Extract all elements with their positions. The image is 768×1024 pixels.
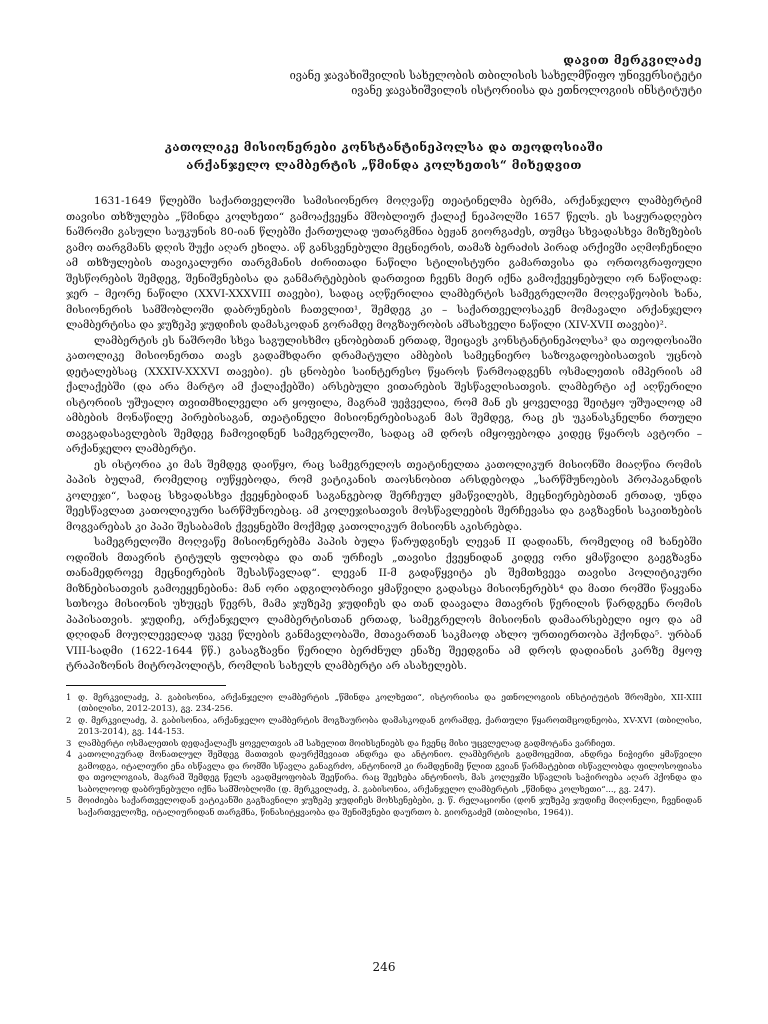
footnote-number: 2 [66, 714, 72, 725]
footnote [66, 795, 702, 818]
footnote-number: 5 [66, 795, 72, 805]
affiliation-university: ივანე ჯავახიშვილის სახელობის თბილისის სახელმწიფო უნივერსიტეტი [289, 69, 702, 82]
footnote-text: კათოლიკურად მონათლულ შემდეგ მათთვის დაურქმევიათ ანდრეა და ანტონიო. ლამბერტის გადმოცემით, ანდრეა ნიჭიერი ყმაწვილი გამოდგა, იტალიური ენა ისწავლა და რომში სწავლა განაგრძო, ანტონიომ კი რამდენიმე წლით გვიან წარმატებით ისწავლობდა ფილოსოფიასა და თეოლოგიას, მაგრამ შემდეგ წელს ავადმყოფობას შეეწირა. რაც შეეხება ანტონიოს, მას კოლეჯში სწავლის საჭიროება აღარ ჰქონდა და საბოლოოდ დაბრუნებული იქნა სამშობლოში (დ. მერკვილაძე, პ. გაბისონია, არქანჯელო ლამბერტის „წმინდა კოლხეთი“..., გვ. 247). [78, 749, 702, 794]
footnote [66, 749, 702, 795]
page-number: 246 [372, 960, 396, 974]
footnote-text: დ. მერკვილაძე, პ. გაბისონია, არქანჯელო ლამბერტის მოგზაურობა დამასკოდან გორამდე, ქართული წყაროთმცოდნეობა, XV-XVI (თბილისი, 2013-2014), გვ. 144-153. [78, 714, 702, 736]
footnote-number: 3 [66, 737, 72, 748]
footnote [66, 692, 702, 715]
author-name: დავით მერკვილაძე [563, 53, 702, 67]
footnote-number: 4 [66, 749, 72, 759]
article-body [66, 194, 702, 675]
footnote-number: 1 [66, 691, 72, 702]
paragraph: ლამბერტის ეს ნაშრომი სხვა საგულისხმო ცნობებთან ერთად, შეიცავს კონსტანტინეპოლსა³ და თეოდოსიაში კათოლიკე მისიონერთა თავს გადამხდარი დრამატული ამბების სამეცნიერო საზოგადოებისათვის უცნობ დეტალებსაც (XXXIV-XXXVI თავები). ეს ცნობები საინტერესო წყაროს წარმოადგენს ოსმალეთის იმპერიის ამ ქალაქებში (და არა მარტო ამ ქალაქებში) არსებული ვითარების შესწავლისათვის. ლამბერტი აქ აღწერილი ისტორიის უშუალო თვითმხილველი არ ყოფილა, მაგრამ უეჭველია, რომ მან ეს ყოველივე შეიტყო უშუალოდ ამ ამბების მონაწილე პირებისაგან, თეატინელი მისიონერებისაგან მას შემდეგ, რაც ეს უკანასკნელნი რთული თავგადასავლების შემდეგ ჩამოვიდნენ სამეგრელოში, სადაც ამ დროს იმყოფებოდა კიდეც წყაროს ავტორი – არქანჯელო ლამბერტი. [66, 334, 702, 455]
footnote-text: დ. მერკვილაძე, პ. გაბისონია, არქანჯელო ლამბერტის „წმინდა კოლხეთი“, ისტორიისა და ეთნოლოგიის ინსტიტუტის შრომები, XII-XIII (თბილისი, 2012-2013), გვ. 234-256. [78, 691, 702, 713]
footnote [66, 715, 702, 738]
footnotes [66, 692, 702, 819]
article-title [66, 138, 702, 174]
paragraph: სამეგრელოში მოღვაწე მისიონერებმა პაპის ბულა წარუდგინეს ლევან II დადიანს, რომელიც იმ ხანებში ოდიშის მთავრის ტიტულს ფლობდა და თან ურჩიეს „თავისი ქვეყნიდან კიდევ ორი ყმაწვილი გაეგზავნა თანამედროვე მეცნიერების შესასწავლად“. ლევან II-მ გადაწყვიტა ეს შემთხვევა თავისი პოლიტიკური მიზნებისათვის გამოეყენებინა: მან ორი ადგილობრივი ყმაწვილი გადასცა მისიონერებს⁴ და მათი რომში წაყვანა სთხოვა მისიონის უხუცეს წევრს, მამა ჯუზეპე ჯუდიჩეს და თან დაავალა მთავრის წერილის წარდგენა რომის პაპისათვის. ჯუდიჩე, არქანჯელო ლამბერტისთან ერთად, სამეგრელოს მისიონის დამაარსებელი იყო და ამ დღიდან მოუღლეველად უკვე წლების განმავლობაში, მთავართან საკმაოდ ახლო ურთიერთობა ჰქონდა⁵. ურბან VIII-სადმი (1622-1644 წწ.) გასაგზავნი წერილი ბერძნულ ენაზე შეედგინა ამ დროს დადიანის კარზე მყოფ ტრაპიზონის მიტროპოლიტს, რომლის სახელს ლამბერტი არ ასახელებს. [66, 536, 702, 672]
footnote-divider [66, 685, 226, 686]
title-line-1: კათოლიკე მისიონერები კონსტანტინეპოლსა და თეოდოსიაში [164, 140, 604, 154]
footnote-text: ლამბერტი ოსმალეთის დედაქალაქს ყოველთვის ამ სახელით მოიხსენიებს და ჩვენც მისი უცვლელად გადმოტანა ვარჩიეთ. [78, 737, 616, 748]
paragraph: ეს ისტორია კი მას შემდეგ დაიწყო, რაც სამეგრელოს თეატინელთა კათოლიკურ მისიონში მიაღწია რომის პაპის ბულამ, რომელიც იუწყებოდა, რომ ვატიკანის თაოსნობით არსდებოდა „სარწმუნოების პროპაგანდის კოლეჯი“, სადაც სხვადასხვა ქვეყნებიდან საგანგებოდ შერჩეულ ყმაწვილებს, მეცნიერებებთან ერთად, უნდა შეესწავლათ კათოლიკური სარწმუნოებაც. ამ კოლეჯისათვის მოსწავლეების შერჩევასა და გაგზავნის საკითხების მოგვარებას კი პაპი შესაბამის ქვეყნებში მოქმედ კათოლიკურ მისიონს აკისრებდა. [66, 458, 702, 533]
title-line-2: არქანჯელო ლამბერტის „წმინდა კოლხეთის“ მიხედვით [186, 158, 582, 172]
affiliation-institute: ივანე ჯავახიშვილის ისტორიისა და ეთნოლოგიის ინსტიტუტი [351, 84, 702, 97]
footnote-text: მოიძიება საქართველოდან ვატიკანში გაგზავნილი ჯუზეპე ჯუდიჩეს მოხსენებები, ე. წ. რელაციონი (დონ ჯუზეპე ჯუდიჩე მიღონელი, ჩვენიდან საქართველოზე, იტალიურიდან თარგმნა, წინასიტყვაობა და შენიშვნები დაურთო ბ. გიორგაძემ (თბილისი, 1964)). [78, 795, 702, 817]
page [66, 40, 702, 818]
footnote [66, 738, 702, 750]
paragraph: 1631-1649 წლებში საქართველოში სამისიონერო მოღვაწე თეატინელმა ბერმა, არქანჯელო ლამბერტიმ თავისი თხზულება „წმინდა კოლხეთი“ გამოაქვეყნა მშობლიურ ქალაქ ნეაპოლში 1657 წელს. ეს საყურადღებო ნაშრომი გასული საუკუნის 80-იან წლებში ქართულად უთარგმნია ბეჟან გიორგაძეს, თუმცა სხვადასხვა მიზეზების გამო თარგმანს დღის შუქი აღარ ეხილა. აწ განსვენებული მეცნიერის, თამაზ ბერაძის პირად არქივში აღმოჩენილი ამ თხზულების თავიკალური თარგმანის ძირითადი ნაწილი სტილისტური გამართვისა და ორთოგრაფიული შესწორების შემდეგ, შენიშვნებისა და განმარტებების დართვით ჩვენს მიერ იქნა გამოქვეყნებული ორ ნაწილად: ჯერ – მეორე ნაწილი (XXVI-XXXVIII თავები), სადაც აღწერილია ლამბერტის სამეგრელოში მოღვაწეობის ხანა, მისიონერის სამშობლოში დაბრუნების ჩათვლით¹, შემდეგ კი – საქართველოსაკენ მომავალი არქანჯელო ლამბერტისა და ჯუზეპე ჯუდიჩის დამასკოდან გორამდე მოგზაურობის ამსახველი ნაწილი (XIV-XVII თავები)². [66, 195, 702, 331]
